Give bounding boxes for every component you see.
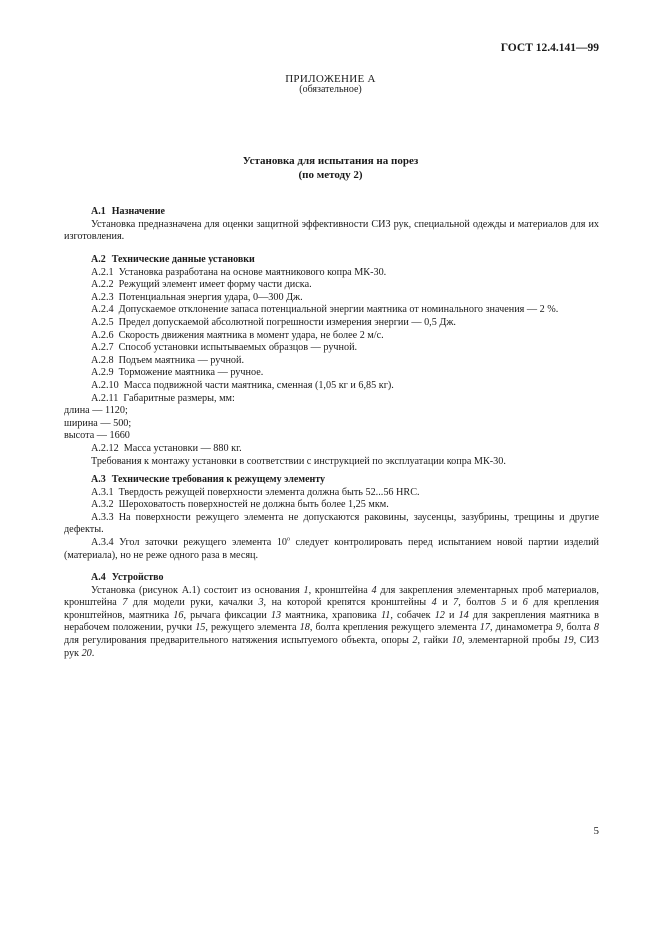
list-item: А.2.5 Предел допускаемой абсолютной погрешности измерения энергии — 0,5 Дж. — [91, 316, 456, 328]
list-item: А.2.10 Масса подвижной части маятника, сменная (1,05 кг и 6,85 кг). — [91, 379, 394, 391]
part-number: 3 — [258, 597, 264, 609]
list-item: А.3.2 Шероховатость поверхностей не должна быть более 1,25 мкм. — [91, 499, 389, 511]
list-item: А.3.3 На поверхности режущего элемента не допускаются раковины, заусенцы, зазубрины, трещины и другие дефекты. — [64, 511, 599, 536]
list-item: А.2.7 Способ установки испытываемых образцов — ручной. — [91, 342, 358, 354]
part-number: 1 — [303, 584, 309, 596]
part-number: 5 — [501, 597, 507, 609]
part-number: 4 — [371, 584, 377, 596]
appendix-subtitle: (обязательное) — [299, 84, 362, 95]
section-heading: А.1 Назначение — [91, 206, 165, 217]
dimensions-list — [64, 405, 599, 443]
device-description: Установка (рисунок А.1) состоит из основания 1, кронштейна 4 для закрепления элементарных проб материалов, кронштейна 7 для модели руки, качалки 3, на которой крепятся кронштейны 4 и 7, болтов 5 и 6 для крепления кронштейнов, маятника 16, рычага фиксации 13 маятника, храповика 11, собачек 12 и 14 для закрепления маятника в нерабочем положении, ручки 15, режущего элемента 18, болта крепления режущего элемента 17, динамометра 9, болта 8 для регулирования предварительного натяжения испытуемого объекта, опоры 2, гайки 10, элементарной пробы 19, СИЗ рук 20. — [64, 584, 600, 659]
part-number: 17 — [479, 622, 490, 634]
part-number: 7 — [122, 597, 128, 609]
dimension-line: длина — 1120; — [64, 405, 128, 417]
section-a4 — [64, 572, 599, 660]
section-a1 — [64, 206, 599, 244]
part-number: 16 — [173, 609, 184, 621]
section-heading: А.2 Технические данные установки — [91, 254, 255, 265]
list-item: А.2.1 Установка разработана на основе маятникового копра МК-30. — [91, 266, 387, 278]
section-a3 — [64, 474, 599, 562]
list-item: А.2.11 Габаритные размеры, мм: — [91, 392, 235, 404]
paragraph: Установка предназначена для оценки защитной эффективности СИЗ рук, специальной одежды и материалов для их изготовления. — [64, 218, 599, 243]
part-number: 20 — [81, 647, 92, 659]
dimension-line: ширина — 500; — [64, 417, 132, 429]
part-number: 6 — [522, 597, 528, 609]
list-item: А.2.9 Торможение маятника — ручное. — [91, 367, 264, 379]
part-number: 14 — [458, 609, 469, 621]
list-item: А.3.1 Твердость режущей поверхности элемента должна быть 52...56 HRC. — [91, 486, 420, 498]
appendix-title: ПРИЛОЖЕНИЕ А — [285, 73, 376, 85]
section-a2 — [64, 254, 599, 468]
part-number: 13 — [270, 609, 282, 621]
list-item: А.2.3 Потенциальная энергия удара, 0—300 Дж. — [91, 291, 303, 303]
part-number: 4 — [431, 597, 437, 609]
document-subtitle: (по методу 2) — [298, 169, 363, 181]
list-item: А.2.8 Подъем маятника — ручной. — [91, 354, 245, 366]
part-number: 18 — [299, 622, 310, 634]
part-number: 8 — [593, 622, 600, 634]
standard-number: ГОСТ 12.4.141—99 — [500, 42, 599, 54]
list-item: А.2.2 Режущий элемент имеет форму части диска. — [91, 279, 312, 291]
page-number: 5 — [593, 825, 599, 837]
list-item: А.2.6 Скорость движения маятника в момент удара, не более 2 м/с. — [91, 329, 384, 341]
part-number: 19 — [563, 634, 574, 646]
part-number: 2 — [412, 634, 418, 646]
list-item: А.3.4 Угол заточки режущего элемента $10^о$ следует контролировать перед испытанием новой партии изделий (материала), но не реже одного раза в месяц. — [64, 536, 599, 561]
section-heading: А.3 Технические требования к режущему элементу — [91, 474, 326, 485]
part-number: 7 — [453, 597, 459, 609]
list-item: А.2.4 Допускаемое отклонение запаса потенциальной энергии маятника от номинального значения — 2 %. — [91, 304, 559, 316]
installation-note: Требования к монтажу установки в соответствии с инструкцией по эксплуатации копра МК-30. — [91, 455, 506, 467]
dimension-line: высота — 1660 — [64, 430, 130, 442]
part-number: 9 — [555, 622, 561, 634]
part-number: 11 — [380, 609, 391, 621]
part-number: 12 — [434, 609, 445, 621]
part-number: 10 — [451, 634, 462, 646]
document-title: Установка для испытания на порез — [242, 155, 419, 167]
list-item: А.2.12 Масса установки — 880 кг. — [91, 442, 242, 454]
part-number: 15 — [195, 622, 206, 634]
items-list — [64, 267, 599, 406]
section-heading: А.4 Устройство — [91, 572, 164, 583]
